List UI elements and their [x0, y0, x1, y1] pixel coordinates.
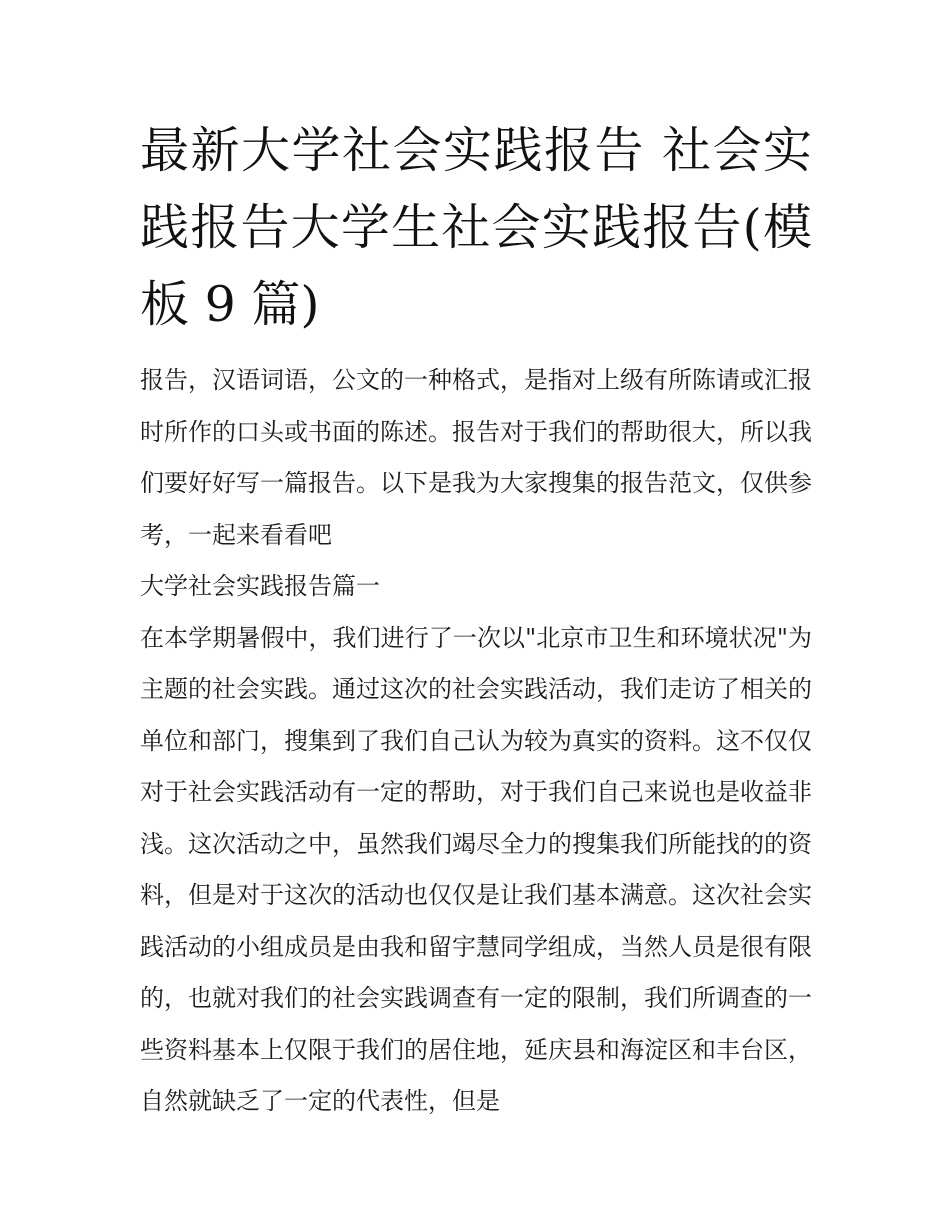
document-page	[140, 112, 812, 1128]
body-paragraph: 在本学期暑假中，我们进行了一次以"北京市卫生和环境状况"为主题的社会实践。通过这次的社会实践活动，我们走访了相关的单位和部门，搜集到了我们自己认为较为真实的资料。这不仅仅对于社会实践活动有一定的帮助，对于我们自己来说也是收益非浅。这次活动之中，虽然我们竭尽全力的搜集我们所能找的的资料，但是对于这次的活动也仅仅是让我们基本满意。这次社会实践活动的小组成员是由我和留宇慧同学组成，当然人员是很有限的，也就对我们的社会实践调查有一定的限制，我们所调查的一些资料基本上仅限于我们的居住地，延庆县和海淀区和丰台区，自然就缺乏了一定的代表性，但是	[140, 623, 812, 1115]
intro-paragraph: 报告，汉语词语，公文的一种格式，是指对上级有所陈请或汇报时所作的口头或书面的陈述。报告对于我们的帮助很大，所以我们要好好写一篇报告。以下是我为大家搜集的报告范文，仅供参考，一起来看看吧	[140, 366, 812, 549]
document-title: 最新大学社会实践报告 社会实践报告大学生社会实践报告(模板 9 篇)	[140, 122, 812, 333]
section-heading: 大学社会实践报告篇一	[140, 572, 380, 600]
